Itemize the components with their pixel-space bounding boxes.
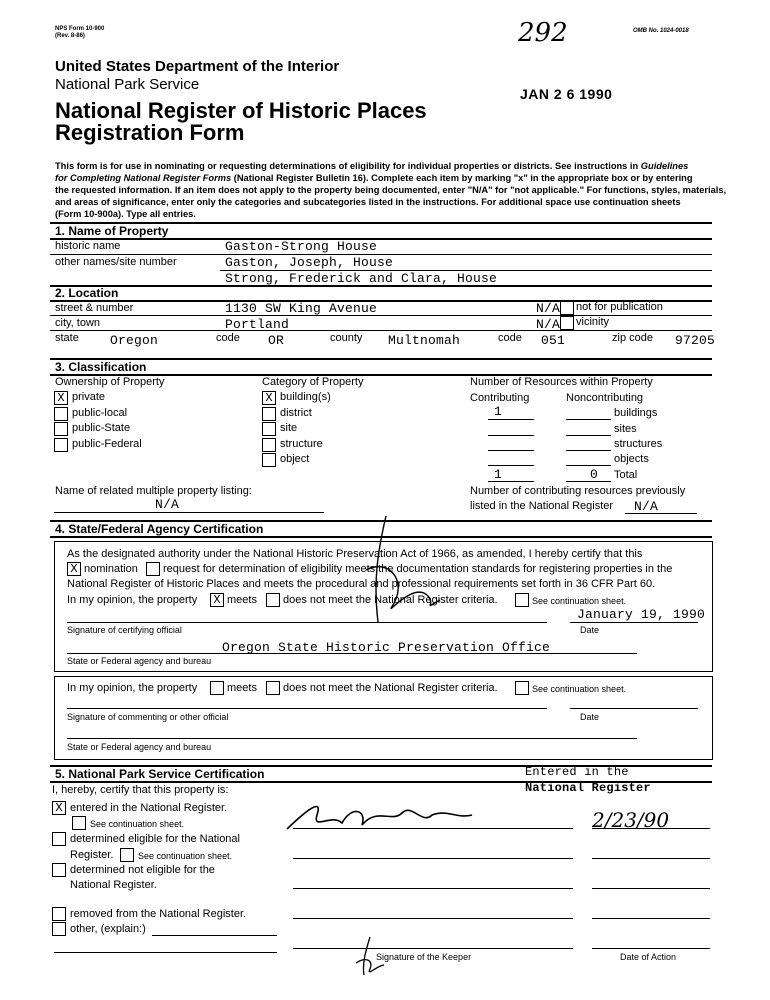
zip-value[interactable]: 97205 xyxy=(675,333,716,348)
structure-label: structure xyxy=(280,438,323,450)
building-label: building(s) xyxy=(280,391,331,403)
category-heading: Category of Property xyxy=(262,376,364,388)
multiple-listing-value[interactable]: N/A xyxy=(155,497,180,512)
commenting-date-label: Date xyxy=(580,712,600,722)
contributing-heading: Contributing xyxy=(470,392,530,404)
date-of-action-label: Date of Action xyxy=(620,952,677,962)
entered-checkbox[interactable]: X xyxy=(52,801,66,815)
county-code-value[interactable]: 051 xyxy=(541,333,566,348)
keeper-signature xyxy=(282,795,482,840)
district-checkbox[interactable] xyxy=(262,407,276,421)
cert-line-3: National Register of Historic Places and meets the procedural and professional requirements set forth in 36 CFR Part 60. xyxy=(67,578,656,590)
does-not-meet-checkbox[interactable] xyxy=(266,593,280,607)
nomination-checkbox[interactable]: X xyxy=(67,562,81,576)
structures-label: structures xyxy=(614,438,663,450)
request-checkbox[interactable] xyxy=(146,562,160,576)
county-code-label: code xyxy=(498,332,522,344)
determined-eligible-checkbox[interactable] xyxy=(52,832,66,846)
continuation-label-1: See continuation sheet. xyxy=(532,596,627,606)
district-label: district xyxy=(280,407,312,419)
section-2-title: 2. Location xyxy=(55,286,119,300)
resources-heading: Number of Resources within Property xyxy=(470,376,653,388)
nomination-label: nomination xyxy=(84,563,138,575)
form-title-line1: National Register of Historic Places xyxy=(55,98,427,123)
total-contributing[interactable]: 1 xyxy=(494,467,503,482)
county-label: county xyxy=(330,332,363,344)
does-not-meet-label: does not meet the National Register criteria. xyxy=(283,594,498,606)
entered-continuation-label: See continuation sheet. xyxy=(90,819,185,829)
public-local-label: public-local xyxy=(72,407,128,419)
certifying-signature xyxy=(318,510,458,630)
meets-label: meets xyxy=(227,594,257,606)
state-value[interactable]: Oregon xyxy=(110,333,159,348)
site-checkbox[interactable] xyxy=(262,422,276,436)
total-label: Total xyxy=(614,469,638,481)
state-label: state xyxy=(55,332,79,344)
not-for-publication-label: not for publication xyxy=(576,301,663,313)
certification-date-value[interactable]: January 19, 1990 xyxy=(577,607,706,622)
other-name-2[interactable]: Strong, Frederick and Clara, House xyxy=(225,271,498,286)
other-label: other, (explain:) xyxy=(70,923,146,935)
noncontributing-heading: Noncontributing xyxy=(566,392,644,404)
section-1-title: 1. Name of Property xyxy=(55,224,169,238)
omb-number: OMB No. 1024-0018 xyxy=(633,28,689,34)
other-name-1[interactable]: Gaston, Joseph, House xyxy=(225,255,394,270)
cert-line-2: request for determination of eligibility meets the documentation standards for registering properties in the xyxy=(163,563,673,575)
sites-label: sites xyxy=(614,423,637,435)
opinion-prefix: In my opinion, the property xyxy=(67,594,198,606)
city-value[interactable]: Portland xyxy=(225,317,290,332)
continuation-checkbox-2[interactable] xyxy=(515,681,529,695)
not-eligible-checkbox[interactable] xyxy=(52,863,66,877)
form-number: NPS Form 10-900 xyxy=(55,26,105,32)
entered-continuation-checkbox[interactable] xyxy=(72,816,86,830)
street-value[interactable]: 1130 SW King Avenue xyxy=(225,301,378,316)
continuation-checkbox-1[interactable] xyxy=(515,593,529,607)
objects-label: objects xyxy=(614,453,649,465)
handwritten-number: 292 xyxy=(518,18,568,48)
certification-date-label: Date xyxy=(580,625,600,635)
zip-label: zip code xyxy=(612,332,653,344)
form-revision: (Rev. 8-86) xyxy=(55,33,85,39)
keeper-signature-label: Signature of the Keeper xyxy=(376,952,472,962)
public-federal-checkbox[interactable] xyxy=(54,438,68,452)
section-5-title: 5. National Park Service Certification xyxy=(55,767,265,781)
buildings-contributing[interactable]: 1 xyxy=(494,404,503,419)
public-local-checkbox[interactable] xyxy=(54,407,68,421)
na-publication: N/A xyxy=(536,301,561,316)
state-code-label: code xyxy=(216,332,240,344)
state-code-value[interactable]: OR xyxy=(268,333,285,348)
agency-label: State or Federal agency and bureau xyxy=(67,656,212,666)
multiple-listing-label: Name of related multiple property listing: xyxy=(55,485,252,497)
removed-checkbox[interactable] xyxy=(52,907,66,921)
object-checkbox[interactable] xyxy=(262,453,276,467)
city-label: city, town xyxy=(55,317,101,329)
department-name: United States Department of the Interior xyxy=(55,58,340,75)
instructions: This form is for use in nominating or requesting determinations of eligibility for individual properties or districts. See instructions in Guidelines for Completing National Register Forms (National Register Bulletin 16). Complete each item by marking "x" in the appropriate box or by entering the requested information. If an item does not apply to the property being documented, enter "N/A" for "not applicable." For functions, styles, materials, and areas of significance, enter only the categories and subcategories listed in the instructions. For additional space use continuation sheets (Form 10-900a). Type all entries. xyxy=(55,161,727,219)
buildings-label: buildings xyxy=(614,407,658,419)
object-label: object xyxy=(280,453,310,465)
site-label: site xyxy=(280,422,298,434)
determined-eligible-label-2: Register. xyxy=(70,849,114,861)
public-federal-label: public-Federal xyxy=(72,438,142,450)
other-checkbox[interactable] xyxy=(52,922,66,936)
vicinity-checkbox[interactable] xyxy=(560,316,574,330)
entered-stamp-line2: National Register xyxy=(525,781,651,795)
commenting-sig-label: Signature of commenting or other official xyxy=(67,712,229,722)
keeper-intro: I, hereby, certify that this property is: xyxy=(52,784,229,796)
public-state-label: public-State xyxy=(72,422,131,434)
other-names-label: other names/site number xyxy=(55,256,177,268)
signature-certifying-label: Signature of certifying official xyxy=(67,625,182,635)
meets2-checkbox[interactable] xyxy=(210,681,224,695)
street-label: street & number xyxy=(55,302,134,314)
agency2-label: State or Federal agency and bureau xyxy=(67,742,212,752)
entered-stamp-line1: Entered in the xyxy=(525,765,629,779)
county-value[interactable]: Multnomah xyxy=(388,333,461,348)
total-noncontributing[interactable]: 0 xyxy=(590,467,599,482)
keeper-date-value[interactable]: 2/23/90 xyxy=(592,808,670,832)
determined-eligible-label-1: determined eligible for the National xyxy=(70,833,240,845)
removed-label: removed from the National Register. xyxy=(70,908,247,920)
continuation-label-2: See continuation sheet. xyxy=(532,684,627,694)
building-checkbox[interactable]: X xyxy=(262,391,276,405)
section-4-title: 4. State/Federal Agency Certification xyxy=(55,522,264,536)
historic-name-label: historic name xyxy=(55,240,121,252)
received-date-stamp: JAN 2 6 1990 xyxy=(520,86,613,102)
previously-listed-value[interactable]: N/A xyxy=(634,499,659,514)
private-checkbox[interactable]: X xyxy=(54,391,68,405)
meets2-label: meets xyxy=(227,682,257,694)
cert-line-1: As the designated authority under the National Historic Preservation Act of 1966, as amended, I hereby certify that this xyxy=(67,548,643,560)
service-name: National Park Service xyxy=(55,76,200,93)
previously-listed-label-2: listed in the National Register xyxy=(470,500,614,512)
historic-name-value[interactable]: Gaston-Strong House xyxy=(225,239,378,254)
form-title-line2: Registration Form xyxy=(55,120,245,145)
eligible-continuation-checkbox[interactable] xyxy=(120,848,134,862)
vicinity-label: vicinity xyxy=(576,316,610,328)
previously-listed-label-1: Number of contributing resources previously xyxy=(470,485,686,497)
not-for-publication-checkbox[interactable] xyxy=(560,301,574,315)
section-3-title: 3. Classification xyxy=(55,360,147,374)
na-vicinity: N/A xyxy=(536,317,561,332)
private-label: private xyxy=(72,391,106,403)
entered-label: entered in the National Register. xyxy=(70,802,228,814)
not-eligible-label-1: determined not eligible for the xyxy=(70,864,215,876)
does-not-meet2-checkbox[interactable] xyxy=(266,681,280,695)
not-eligible-label-2: National Register. xyxy=(70,879,157,891)
eligible-continuation-label: See continuation sheet. xyxy=(138,851,233,861)
public-state-checkbox[interactable] xyxy=(54,422,68,436)
opinion2-prefix: In my opinion, the property xyxy=(67,682,198,694)
does-not-meet2-label: does not meet the National Register criteria. xyxy=(283,682,498,694)
agency-value[interactable]: Oregon State Historic Preservation Office xyxy=(222,640,551,655)
structure-checkbox[interactable] xyxy=(262,438,276,452)
ownership-heading: Ownership of Property xyxy=(55,376,165,388)
meets-checkbox[interactable]: X xyxy=(210,593,224,607)
